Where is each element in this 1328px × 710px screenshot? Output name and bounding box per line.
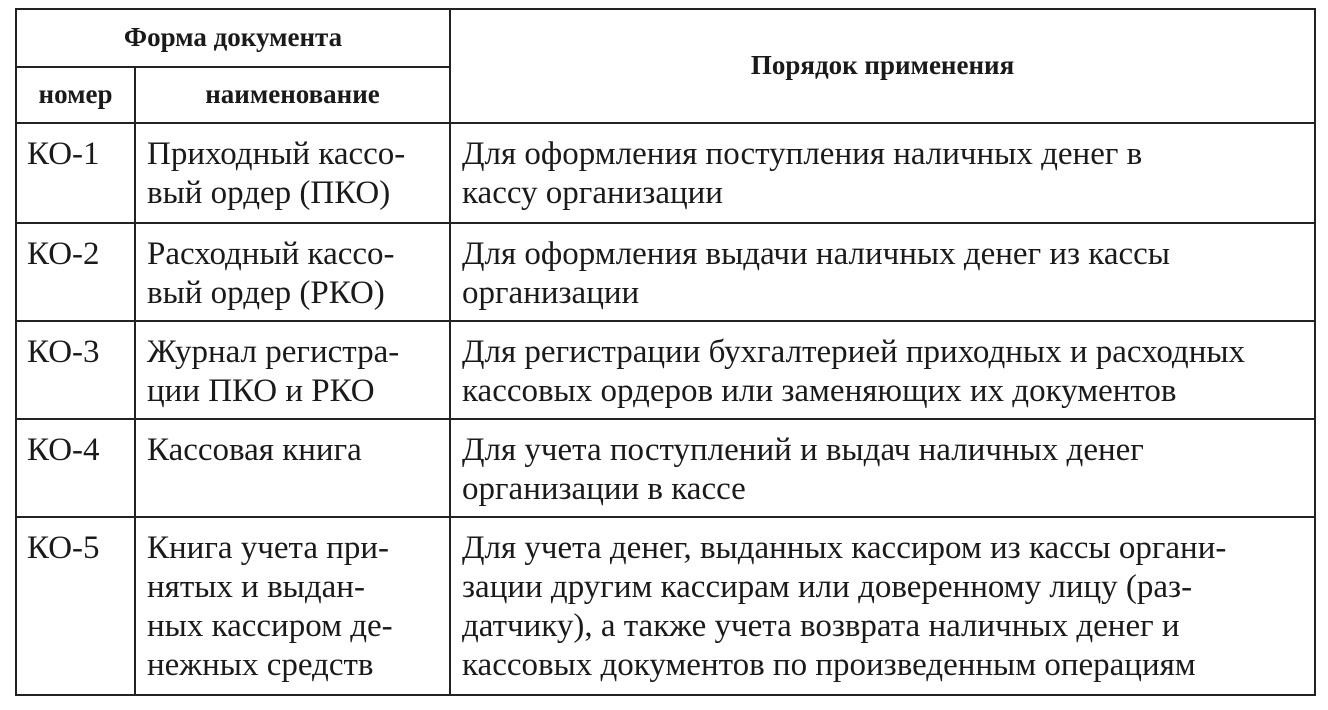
form-name-line: ных кассиром де-: [147, 608, 393, 644]
form-name: [135, 223, 450, 321]
document-forms-table: [15, 8, 1316, 696]
header-usage: Порядок применения: [450, 9, 1315, 123]
form-usage-line: Для регистрации бухгалтерией приходных и расходных: [462, 334, 1246, 370]
table-row: [16, 517, 1315, 695]
form-name-line: нежных средств: [147, 647, 374, 683]
form-usage-line: Для учета денег, выданных кассиром из кассы органи-: [462, 530, 1227, 566]
header-form-group: Форма документа: [16, 9, 450, 67]
form-usage-line: организации в кассе: [462, 471, 746, 507]
form-name-line: ции ПКО и РКО: [147, 373, 375, 409]
form-usage: [450, 321, 1315, 419]
form-name-line: Журнал регистра-: [147, 334, 400, 370]
header-row-top: [16, 9, 1315, 67]
form-number: КО-5: [16, 517, 135, 695]
form-name-line: Книга учета при-: [147, 530, 390, 566]
header-number: номер: [16, 67, 135, 123]
form-usage: [450, 123, 1315, 223]
form-usage: [450, 419, 1315, 517]
form-usage-line: Для оформления выдачи наличных денег из кассы: [462, 236, 1170, 272]
form-usage-line: кассовых ордеров или заменяющих их документов: [462, 373, 1177, 409]
form-name: [135, 419, 450, 517]
form-number: КО-4: [16, 419, 135, 517]
form-number: КО-3: [16, 321, 135, 419]
form-number: КО-1: [16, 123, 135, 223]
form-usage-line: зации другим кассирам или доверенному лицу (раз-: [462, 569, 1193, 605]
form-usage-line: организации: [462, 275, 640, 311]
form-usage-line: кассу организации: [462, 175, 723, 211]
form-name-line: нятых и выдан-: [147, 569, 365, 605]
form-name-line: вый ордер (РКО): [147, 275, 385, 311]
form-name-line: вый ордер (ПКО): [147, 175, 391, 211]
form-usage-line: кассовых документов по произведенным операциям: [462, 647, 1196, 683]
form-name-line: Приходный кассо-: [147, 136, 406, 172]
form-name: [135, 123, 450, 223]
form-usage: [450, 517, 1315, 695]
form-name: [135, 321, 450, 419]
header-name: наименование: [135, 67, 450, 123]
form-usage-line: датчику), а также учета возврата наличных денег и: [462, 608, 1180, 644]
form-name-line: Кассовая книга: [147, 432, 362, 468]
form-name-line: Расходный кассо-: [147, 236, 395, 272]
table-row: [16, 123, 1315, 223]
form-usage-line: Для оформления поступления наличных денег в: [462, 136, 1143, 172]
table-row: [16, 223, 1315, 321]
table-row: [16, 419, 1315, 517]
table-row: [16, 321, 1315, 419]
form-name: [135, 517, 450, 695]
form-number: КО-2: [16, 223, 135, 321]
form-usage: [450, 223, 1315, 321]
form-usage-line: Для учета поступлений и выдач наличных денег: [462, 432, 1144, 468]
